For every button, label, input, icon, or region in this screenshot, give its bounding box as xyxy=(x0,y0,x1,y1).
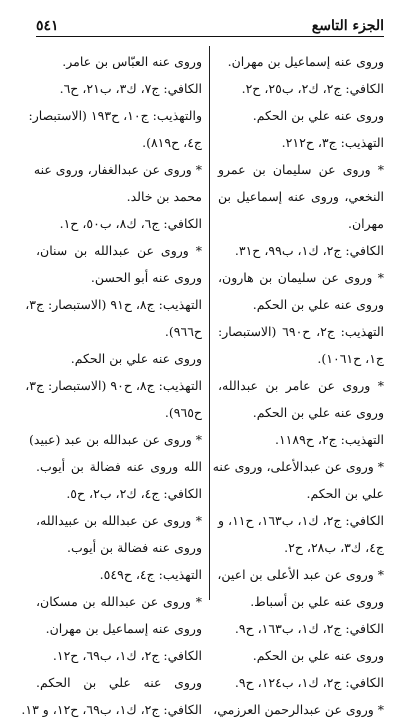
text-line: * وروى عن عبدالله بن عبد (عبيد) xyxy=(29,432,202,447)
text-line: ج١، ح١٠٦١). xyxy=(317,351,384,366)
text-line: التهذيب: ج٢، ح١١٨٩. xyxy=(274,432,384,447)
text-line: * وروى عن عبدالله بن سنان، xyxy=(36,243,202,258)
text-line: * وروى عن سليمان بن هارون، xyxy=(218,270,384,285)
text-line: * وروى عن عبدالله بن مسكان، xyxy=(36,594,202,609)
text-line: الكافي: ج٢، ك١، ب٦٩، ح١٢، و ١٣. xyxy=(21,702,202,717)
right-column xyxy=(212,48,385,717)
text-line: * وروى عن عبد الأعلى بن اعين، xyxy=(217,567,384,582)
text-line: الكافي: ج٤، ك٢، ب٢، ح٥. xyxy=(66,486,202,501)
text-line: محمد بن خالد. xyxy=(126,189,202,204)
text-line: وروى عنه إسماعيل بن مهران. xyxy=(45,621,202,636)
text-line: وروى عنه علي بن الحكم. xyxy=(252,108,384,123)
header-rule xyxy=(36,36,384,37)
text-line: وروى عنه علي بن أسباط. xyxy=(250,594,384,609)
text-line: وروى عنه علي بن الحكم. xyxy=(252,648,384,663)
text-line: * وروى عن عبدالله بن عبيدالله، xyxy=(36,513,202,528)
text-line: الكافي: ج٢، ك١، ب٩٩، ح٣١. xyxy=(234,243,384,258)
text-line: التهذيب: ج٢، ح٦٩٠ (الاستبصار: xyxy=(218,324,385,339)
text-line: مهران. xyxy=(348,216,384,231)
text-line: الكافي: ج٢، ك١، ب١٦٣، ح٩. xyxy=(234,621,384,636)
left-column xyxy=(21,48,202,717)
text-line: ج٤، ح٨١٩). xyxy=(142,135,202,150)
text-line: النخعي، وروى عنه إسماعيل بن xyxy=(218,189,384,204)
text-line: الكافي: ج٢، ك١، ب١٢٤، ح٩. xyxy=(234,675,384,690)
text-line: الكافي: ج٢، ك١، ب٦٩، ح١٢. xyxy=(52,648,202,663)
text-line: وروى عنه أبو الحسن. xyxy=(90,270,202,285)
text-line: التهذيب: ج٨، ح٩٠ (الاستبصار: ج٣، xyxy=(25,378,202,393)
text-line: * وروى عن عامر بن عبدالله، xyxy=(218,378,384,393)
text-line: وروى عنه علي بن الحكم. xyxy=(36,675,202,690)
page-header xyxy=(36,14,384,34)
text-line: التهذيب: ج٨، ح٩١ (الاستبصار: ج٣، xyxy=(25,297,202,312)
text-line: وروى عنه علي بن الحكم. xyxy=(70,351,202,366)
text-line: الكافي: ج٢، ك٢، ب٢٥، ح٢. xyxy=(241,81,384,96)
text-line: التهذيب: ج٤، ح٥٤٩. xyxy=(99,567,202,582)
text-line: الله وروى عنه فضالة بن أيوب. xyxy=(36,459,202,474)
text-line: ج٤، ك٣، ب٢٨، ح٢. xyxy=(284,540,384,555)
text-line: وروى عنه العبّاس بن عامر. xyxy=(62,54,202,69)
running-title: الجزء التاسع xyxy=(311,18,384,34)
text-line: ح٩٦٥). xyxy=(164,405,202,420)
text-line: وروى عنه علي بن الحكم. xyxy=(252,297,384,312)
text-line: وروى عنه إسماعيل بن مهران. xyxy=(227,54,384,69)
text-line: ح٩٦٦). xyxy=(164,324,202,339)
text-line: التهذيب: ج٣، ح٢١٢. xyxy=(281,135,384,150)
text-line: * وروى عن عبدالغفار، وروى عنه xyxy=(33,162,202,177)
column-divider xyxy=(209,46,210,600)
text-line: علي بن الحكم. xyxy=(306,486,384,501)
text-line: والتهذيب: ج١٠، ح١٩٣ (الاستبصار: xyxy=(28,108,202,123)
text-line: * وروى عن عبدالرحمن العرزمي، xyxy=(213,702,384,717)
text-line: الكافي: ج٧، ك٣، ب٢١، ح٦. xyxy=(59,81,202,96)
text-line: الكافي: ج٦، ك٨، ب٥٠، ح١. xyxy=(59,216,202,231)
text-line: * وروى عن سليمان بن عمرو xyxy=(218,162,384,177)
text-line: وروى عنه علي بن الحكم. xyxy=(252,405,384,420)
text-line: وروى عنه فضالة بن أيوب. xyxy=(67,540,202,555)
text-line: الكافي: ج٢، ك١، ب١٦٣، ح١١، و xyxy=(218,513,385,528)
page-number: ٥٤١ xyxy=(36,18,59,34)
text-line: * وروى عن عبدالأعلى، وروى عنه xyxy=(212,459,384,474)
